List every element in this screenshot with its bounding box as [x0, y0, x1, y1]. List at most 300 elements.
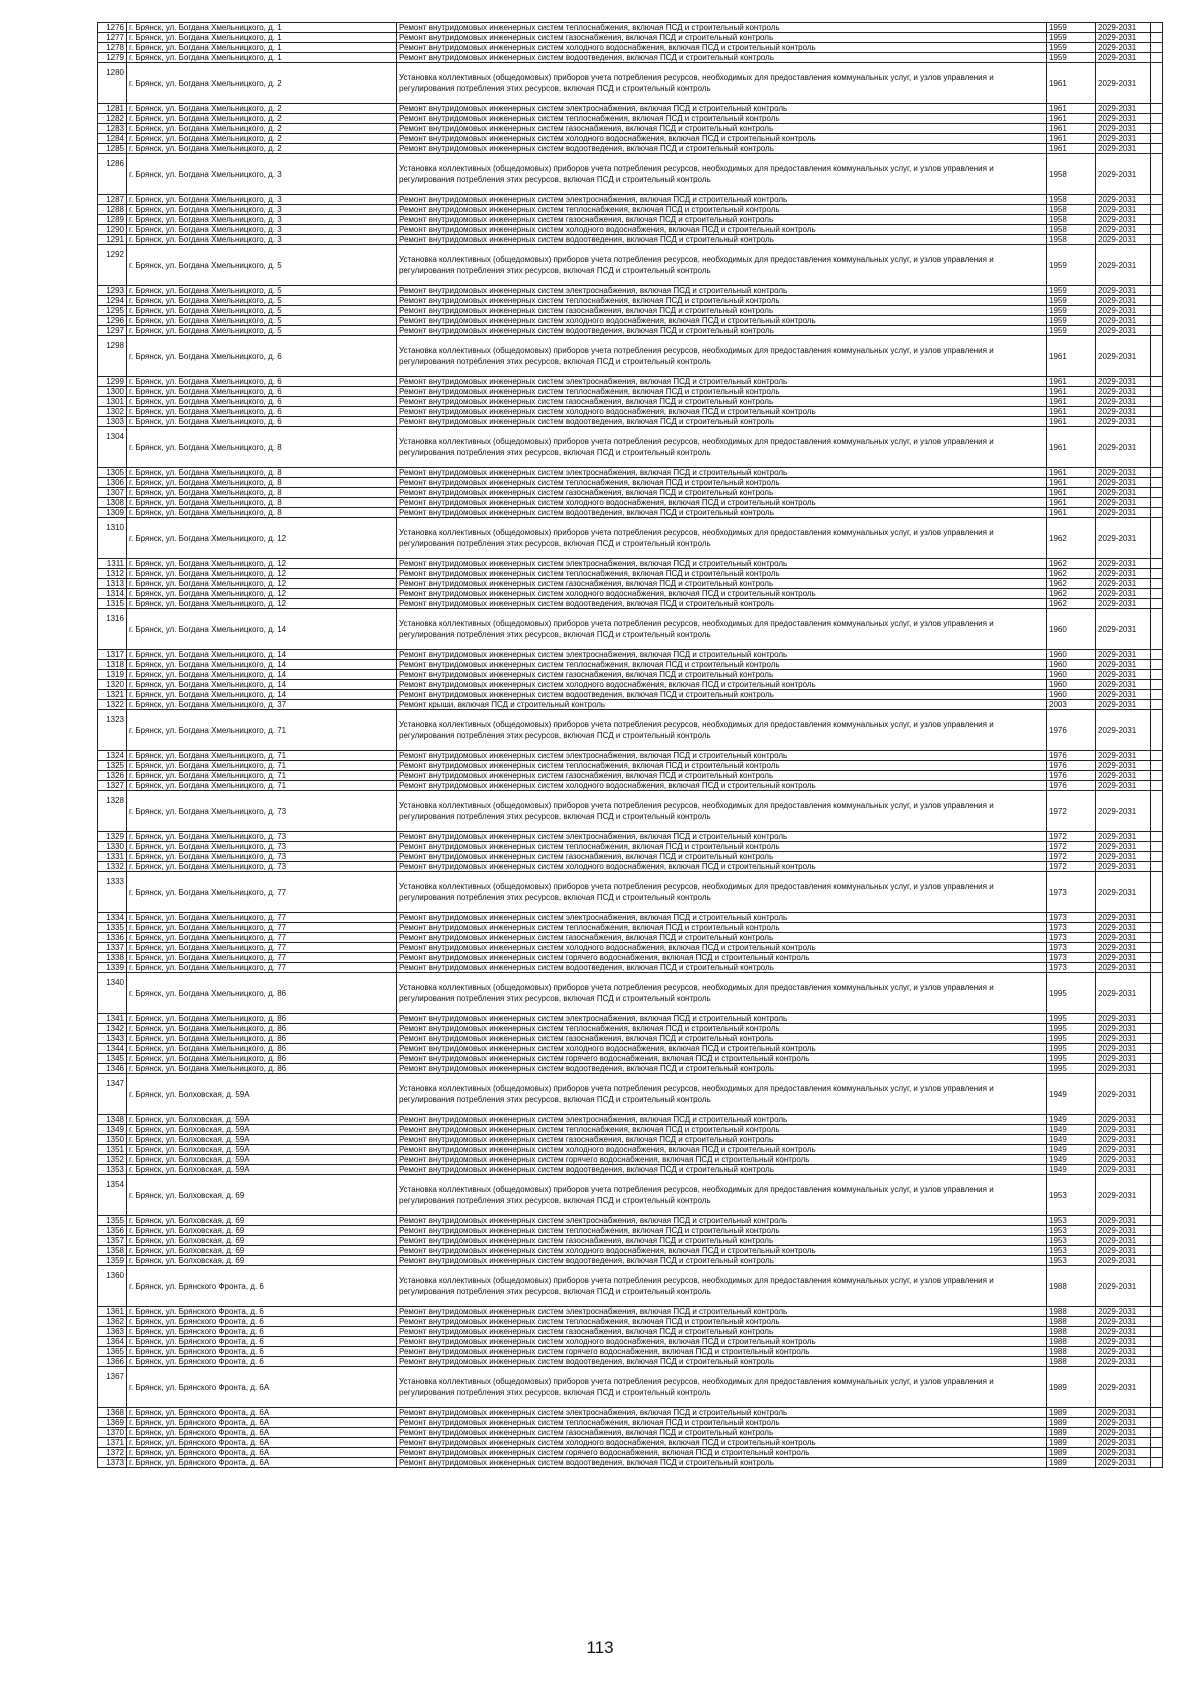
repair-period-cell: 2029-2031 — [1096, 1054, 1151, 1064]
row-number-cell: 1313 — [98, 579, 127, 589]
empty-cell — [1151, 599, 1163, 609]
build-year-cell: 1958 — [1047, 225, 1096, 235]
address-cell: г. Брянск, ул. Болховская, д. 59А — [127, 1125, 397, 1135]
build-year-cell: 1962 — [1047, 569, 1096, 579]
address-cell: г. Брянск, ул. Богдана Хмельницкого, д. 14 — [127, 660, 397, 670]
address-cell: г. Брянск, ул. Болховская, д. 59А — [127, 1135, 397, 1145]
row-number-cell: 1301 — [98, 397, 127, 407]
repair-period-cell: 2029-2031 — [1096, 862, 1151, 872]
work-type-cell: Ремонт внутридомовых инженерных систем холодного водоснабжения, включая ПСД и строительный контроль — [397, 943, 1047, 953]
empty-cell — [1151, 1266, 1163, 1307]
build-year-cell: 1989 — [1047, 1448, 1096, 1458]
build-year-cell: 1959 — [1047, 316, 1096, 326]
address-cell: г. Брянск, ул. Богдана Хмельницкого, д. 12 — [127, 599, 397, 609]
empty-cell — [1151, 478, 1163, 488]
work-type-cell: Ремонт внутридомовых инженерных систем холодного водоснабжения, включая ПСД и строительный контроль — [397, 862, 1047, 872]
build-year-cell: 1976 — [1047, 751, 1096, 761]
address-cell: г. Брянск, ул. Богдана Хмельницкого, д. 86 — [127, 1014, 397, 1024]
work-type-cell: Ремонт внутридомовых инженерных систем газоснабжения, включая ПСД и строительный контроль — [397, 1135, 1047, 1145]
table-row — [98, 286, 1163, 296]
address-cell: г. Брянск, ул. Болховская, д. 59А — [127, 1155, 397, 1165]
empty-cell — [1151, 326, 1163, 336]
table-row — [98, 761, 1163, 771]
repair-period-cell: 2029-2031 — [1096, 1236, 1151, 1246]
table-row — [98, 1347, 1163, 1357]
build-year-cell: 1989 — [1047, 1438, 1096, 1448]
table-row — [98, 316, 1163, 326]
empty-cell — [1151, 498, 1163, 508]
repair-schedule-table — [97, 22, 1163, 1468]
address-cell: г. Брянск, ул. Богдана Хмельницкого, д. 3 — [127, 215, 397, 225]
address-cell: г. Брянск, ул. Богдана Хмельницкого, д. 71 — [127, 761, 397, 771]
work-type-cell: Ремонт внутридомовых инженерных систем водоотведения, включая ПСД и строительный контроль — [397, 599, 1047, 609]
row-number-cell: 1348 — [98, 1115, 127, 1125]
table-row — [98, 680, 1163, 690]
table-row — [98, 1357, 1163, 1367]
row-number-cell: 1335 — [98, 923, 127, 933]
row-number-cell: 1368 — [98, 1408, 127, 1418]
table-row — [98, 1054, 1163, 1064]
repair-period-cell: 2029-2031 — [1096, 195, 1151, 205]
row-number-cell: 1305 — [98, 468, 127, 478]
work-type-cell: Ремонт внутридомовых инженерных систем теплоснабжения, включая ПСД и строительный контроль — [397, 387, 1047, 397]
empty-cell — [1151, 781, 1163, 791]
row-number-cell: 1306 — [98, 478, 127, 488]
repair-period-cell: 2029-2031 — [1096, 710, 1151, 751]
repair-period-cell: 2029-2031 — [1096, 852, 1151, 862]
row-number-cell: 1308 — [98, 498, 127, 508]
table-row — [98, 660, 1163, 670]
repair-period-cell: 2029-2031 — [1096, 1408, 1151, 1418]
repair-period-cell: 2029-2031 — [1096, 1428, 1151, 1438]
table-row — [98, 923, 1163, 933]
table-row — [98, 963, 1163, 973]
empty-cell — [1151, 316, 1163, 326]
empty-cell — [1151, 508, 1163, 518]
row-number-cell: 1276 — [98, 23, 127, 33]
empty-cell — [1151, 43, 1163, 53]
table-row — [98, 1145, 1163, 1155]
table-row — [98, 1125, 1163, 1135]
empty-cell — [1151, 23, 1163, 33]
empty-cell — [1151, 1357, 1163, 1367]
address-cell: г. Брянск, ул. Богдана Хмельницкого, д. 6 — [127, 387, 397, 397]
repair-period-cell: 2029-2031 — [1096, 326, 1151, 336]
empty-cell — [1151, 559, 1163, 569]
repair-schedule-body — [98, 23, 1163, 1468]
repair-period-cell: 2029-2031 — [1096, 387, 1151, 397]
work-type-cell: Ремонт внутридомовых инженерных систем водоотведения, включая ПСД и строительный контроль — [397, 53, 1047, 63]
empty-cell — [1151, 124, 1163, 134]
table-row — [98, 670, 1163, 680]
repair-period-cell: 2029-2031 — [1096, 43, 1151, 53]
address-cell: г. Брянск, ул. Богдана Хмельницкого, д. 86 — [127, 1054, 397, 1064]
row-number-cell: 1360 — [98, 1266, 127, 1307]
row-number-cell: 1322 — [98, 700, 127, 710]
empty-cell — [1151, 1034, 1163, 1044]
work-type-cell: Ремонт внутридомовых инженерных систем электроснабжения, включая ПСД и строительный контроль — [397, 650, 1047, 660]
empty-cell — [1151, 579, 1163, 589]
repair-period-cell: 2029-2031 — [1096, 913, 1151, 923]
table-row — [98, 1327, 1163, 1337]
empty-cell — [1151, 387, 1163, 397]
empty-cell — [1151, 872, 1163, 913]
build-year-cell: 1953 — [1047, 1246, 1096, 1256]
build-year-cell: 1976 — [1047, 781, 1096, 791]
work-type-cell: Ремонт внутридомовых инженерных систем водоотведения, включая ПСД и строительный контроль — [397, 144, 1047, 154]
repair-period-cell: 2029-2031 — [1096, 1347, 1151, 1357]
address-cell: г. Брянск, ул. Богдана Хмельницкого, д. 71 — [127, 771, 397, 781]
work-type-cell: Установка коллективных (общедомовых) приборов учета потребления ресурсов, необходимых для предоставления коммунальных услуг, и узлов управления и регулирования потребления этих ресурсов, включая ПСД и строительный контроль — [397, 1074, 1047, 1115]
table-row — [98, 417, 1163, 427]
empty-cell — [1151, 791, 1163, 832]
table-row — [98, 973, 1163, 1014]
table-row — [98, 1115, 1163, 1125]
address-cell: г. Брянск, ул. Брянского Фронта, д. 6 — [127, 1327, 397, 1337]
table-row — [98, 1064, 1163, 1074]
build-year-cell: 1953 — [1047, 1236, 1096, 1246]
table-row — [98, 1034, 1163, 1044]
build-year-cell: 1962 — [1047, 589, 1096, 599]
row-number-cell: 1282 — [98, 114, 127, 124]
row-number-cell: 1291 — [98, 235, 127, 245]
table-row — [98, 1367, 1163, 1408]
build-year-cell: 1973 — [1047, 943, 1096, 953]
row-number-cell: 1369 — [98, 1418, 127, 1428]
address-cell: г. Брянск, ул. Болховская, д. 69 — [127, 1175, 397, 1216]
empty-cell — [1151, 225, 1163, 235]
work-type-cell: Ремонт внутридомовых инженерных систем теплоснабжения, включая ПСД и строительный контроль — [397, 1125, 1047, 1135]
work-type-cell: Ремонт внутридомовых инженерных систем теплоснабжения, включая ПСД и строительный контроль — [397, 761, 1047, 771]
empty-cell — [1151, 953, 1163, 963]
row-number-cell: 1372 — [98, 1448, 127, 1458]
empty-cell — [1151, 154, 1163, 195]
empty-cell — [1151, 407, 1163, 417]
build-year-cell: 1972 — [1047, 832, 1096, 842]
build-year-cell: 1976 — [1047, 710, 1096, 751]
work-type-cell: Ремонт внутридомовых инженерных систем электроснабжения, включая ПСД и строительный контроль — [397, 1307, 1047, 1317]
work-type-cell: Ремонт внутридомовых инженерных систем теплоснабжения, включая ПСД и строительный контроль — [397, 296, 1047, 306]
table-row — [98, 559, 1163, 569]
build-year-cell: 1958 — [1047, 215, 1096, 225]
work-type-cell: Ремонт внутридомовых инженерных систем водоотведения, включая ПСД и строительный контроль — [397, 963, 1047, 973]
address-cell: г. Брянск, ул. Богдана Хмельницкого, д. 1 — [127, 53, 397, 63]
work-type-cell: Ремонт внутридомовых инженерных систем электроснабжения, включая ПСД и строительный контроль — [397, 832, 1047, 842]
empty-cell — [1151, 1044, 1163, 1054]
repair-period-cell: 2029-2031 — [1096, 468, 1151, 478]
empty-cell — [1151, 144, 1163, 154]
row-number-cell: 1289 — [98, 215, 127, 225]
work-type-cell: Ремонт внутридомовых инженерных систем электроснабжения, включая ПСД и строительный контроль — [397, 1014, 1047, 1024]
build-year-cell: 1958 — [1047, 205, 1096, 215]
repair-period-cell: 2029-2031 — [1096, 114, 1151, 124]
build-year-cell: 1960 — [1047, 690, 1096, 700]
repair-period-cell: 2029-2031 — [1096, 124, 1151, 134]
empty-cell — [1151, 417, 1163, 427]
table-row — [98, 1418, 1163, 1428]
table-row — [98, 690, 1163, 700]
build-year-cell: 1959 — [1047, 296, 1096, 306]
work-type-cell: Ремонт внутридомовых инженерных систем электроснабжения, включая ПСД и строительный контроль — [397, 751, 1047, 761]
row-number-cell: 1333 — [98, 872, 127, 913]
address-cell: г. Брянск, ул. Богдана Хмельницкого, д. 5 — [127, 286, 397, 296]
address-cell: г. Брянск, ул. Брянского Фронта, д. 6А — [127, 1448, 397, 1458]
build-year-cell: 1973 — [1047, 923, 1096, 933]
repair-period-cell: 2029-2031 — [1096, 660, 1151, 670]
work-type-cell: Ремонт внутридомовых инженерных систем теплоснабжения, включая ПСД и строительный контроль — [397, 1024, 1047, 1034]
empty-cell — [1151, 1074, 1163, 1115]
table-row — [98, 700, 1163, 710]
row-number-cell: 1279 — [98, 53, 127, 63]
empty-cell — [1151, 1155, 1163, 1165]
row-number-cell: 1337 — [98, 943, 127, 953]
build-year-cell: 1961 — [1047, 488, 1096, 498]
build-year-cell: 1961 — [1047, 478, 1096, 488]
work-type-cell: Ремонт внутридомовых инженерных систем электроснабжения, включая ПСД и строительный контроль — [397, 195, 1047, 205]
repair-period-cell: 2029-2031 — [1096, 609, 1151, 650]
table-row — [98, 1307, 1163, 1317]
repair-period-cell: 2029-2031 — [1096, 589, 1151, 599]
row-number-cell: 1288 — [98, 205, 127, 215]
address-cell: г. Брянск, ул. Болховская, д. 69 — [127, 1236, 397, 1246]
repair-period-cell: 2029-2031 — [1096, 23, 1151, 33]
empty-cell — [1151, 1145, 1163, 1155]
work-type-cell: Установка коллективных (общедомовых) приборов учета потребления ресурсов, необходимых для предоставления коммунальных услуг, и узлов управления и регулирования потребления этих ресурсов, включая ПСД и строительный контроль — [397, 245, 1047, 286]
empty-cell — [1151, 336, 1163, 377]
repair-period-cell: 2029-2031 — [1096, 1327, 1151, 1337]
work-type-cell: Ремонт внутридомовых инженерных систем водоотведения, включая ПСД и строительный контроль — [397, 1458, 1047, 1468]
build-year-cell: 1989 — [1047, 1418, 1096, 1428]
table-row — [98, 933, 1163, 943]
row-number-cell: 1338 — [98, 953, 127, 963]
row-number-cell: 1361 — [98, 1307, 127, 1317]
work-type-cell: Ремонт внутридомовых инженерных систем холодного водоснабжения, включая ПСД и строительный контроль — [397, 225, 1047, 235]
empty-cell — [1151, 205, 1163, 215]
repair-period-cell: 2029-2031 — [1096, 761, 1151, 771]
row-number-cell: 1336 — [98, 933, 127, 943]
empty-cell — [1151, 1337, 1163, 1347]
work-type-cell: Ремонт внутридомовых инженерных систем газоснабжения, включая ПСД и строительный контроль — [397, 579, 1047, 589]
build-year-cell: 1995 — [1047, 1044, 1096, 1054]
repair-period-cell: 2029-2031 — [1096, 1165, 1151, 1175]
table-row — [98, 377, 1163, 387]
build-year-cell: 1973 — [1047, 953, 1096, 963]
table-row — [98, 518, 1163, 559]
build-year-cell: 1988 — [1047, 1266, 1096, 1307]
repair-period-cell: 2029-2031 — [1096, 1125, 1151, 1135]
repair-period-cell: 2029-2031 — [1096, 1458, 1151, 1468]
row-number-cell: 1329 — [98, 832, 127, 842]
work-type-cell: Установка коллективных (общедомовых) приборов учета потребления ресурсов, необходимых для предоставления коммунальных услуг, и узлов управления и регулирования потребления этих ресурсов, включая ПСД и строительный контроль — [397, 710, 1047, 751]
address-cell: г. Брянск, ул. Болховская, д. 59А — [127, 1145, 397, 1155]
build-year-cell: 1988 — [1047, 1337, 1096, 1347]
address-cell: г. Брянск, ул. Богдана Хмельницкого, д. 8 — [127, 468, 397, 478]
address-cell: г. Брянск, ул. Богдана Хмельницкого, д. 5 — [127, 326, 397, 336]
build-year-cell: 1959 — [1047, 53, 1096, 63]
build-year-cell: 1995 — [1047, 1054, 1096, 1064]
empty-cell — [1151, 1236, 1163, 1246]
page-number: 113 — [586, 1638, 614, 1657]
table-row — [98, 609, 1163, 650]
build-year-cell: 1960 — [1047, 670, 1096, 680]
table-row — [98, 1236, 1163, 1246]
address-cell: г. Брянск, ул. Брянского Фронта, д. 6А — [127, 1367, 397, 1408]
work-type-cell: Ремонт внутридомовых инженерных систем водоотведения, включая ПСД и строительный контроль — [397, 326, 1047, 336]
empty-cell — [1151, 134, 1163, 144]
repair-period-cell: 2029-2031 — [1096, 417, 1151, 427]
address-cell: г. Брянск, ул. Богдана Хмельницкого, д. 73 — [127, 862, 397, 872]
address-cell: г. Брянск, ул. Брянского Фронта, д. 6 — [127, 1347, 397, 1357]
empty-cell — [1151, 751, 1163, 761]
repair-period-cell: 2029-2031 — [1096, 488, 1151, 498]
empty-cell — [1151, 852, 1163, 862]
empty-cell — [1151, 427, 1163, 468]
work-type-cell: Ремонт внутридомовых инженерных систем холодного водоснабжения, включая ПСД и строительный контроль — [397, 1246, 1047, 1256]
empty-cell — [1151, 377, 1163, 387]
work-type-cell: Ремонт крыши, включая ПСД и строительный контроль — [397, 700, 1047, 710]
address-cell: г. Брянск, ул. Богдана Хмельницкого, д. 77 — [127, 943, 397, 953]
row-number-cell: 1317 — [98, 650, 127, 660]
work-type-cell: Установка коллективных (общедомовых) приборов учета потребления ресурсов, необходимых для предоставления коммунальных услуг, и узлов управления и регулирования потребления этих ресурсов, включая ПСД и строительный контроль — [397, 973, 1047, 1014]
address-cell: г. Брянск, ул. Богдана Хмельницкого, д. 77 — [127, 933, 397, 943]
repair-period-cell: 2029-2031 — [1096, 1135, 1151, 1145]
empty-cell — [1151, 1064, 1163, 1074]
repair-period-cell: 2029-2031 — [1096, 579, 1151, 589]
address-cell: г. Брянск, ул. Брянского Фронта, д. 6 — [127, 1357, 397, 1367]
work-type-cell: Ремонт внутридомовых инженерных систем газоснабжения, включая ПСД и строительный контроль — [397, 933, 1047, 943]
empty-cell — [1151, 397, 1163, 407]
build-year-cell: 1961 — [1047, 397, 1096, 407]
empty-cell — [1151, 862, 1163, 872]
table-row — [98, 468, 1163, 478]
row-number-cell: 1334 — [98, 913, 127, 923]
table-row — [98, 953, 1163, 963]
table-row — [98, 1074, 1163, 1115]
address-cell: г. Брянск, ул. Богдана Хмельницкого, д. 73 — [127, 791, 397, 832]
empty-cell — [1151, 468, 1163, 478]
table-row — [98, 832, 1163, 842]
row-number-cell: 1319 — [98, 670, 127, 680]
work-type-cell: Ремонт внутридомовых инженерных систем газоснабжения, включая ПСД и строительный контроль — [397, 1034, 1047, 1044]
table-row — [98, 1155, 1163, 1165]
work-type-cell: Ремонт внутридомовых инженерных систем электроснабжения, включая ПСД и строительный контроль — [397, 468, 1047, 478]
table-row — [98, 1438, 1163, 1448]
address-cell: г. Брянск, ул. Брянского Фронта, д. 6А — [127, 1428, 397, 1438]
work-type-cell: Установка коллективных (общедомовых) приборов учета потребления ресурсов, необходимых для предоставления коммунальных услуг, и узлов управления и регулирования потребления этих ресурсов, включая ПСД и строительный контроль — [397, 791, 1047, 832]
table-row — [98, 1317, 1163, 1327]
address-cell: г. Брянск, ул. Богдана Хмельницкого, д. 5 — [127, 306, 397, 316]
table-row — [98, 569, 1163, 579]
address-cell: г. Брянск, ул. Богдана Хмельницкого, д. 71 — [127, 751, 397, 761]
work-type-cell: Установка коллективных (общедомовых) приборов учета потребления ресурсов, необходимых для предоставления коммунальных услуг, и узлов управления и регулирования потребления этих ресурсов, включая ПСД и строительный контроль — [397, 63, 1047, 104]
work-type-cell: Ремонт внутридомовых инженерных систем теплоснабжения, включая ПСД и строительный контроль — [397, 114, 1047, 124]
repair-period-cell: 2029-2031 — [1096, 1216, 1151, 1226]
table-row — [98, 63, 1163, 104]
row-number-cell: 1343 — [98, 1034, 127, 1044]
empty-cell — [1151, 1216, 1163, 1226]
row-number-cell: 1344 — [98, 1044, 127, 1054]
repair-period-cell: 2029-2031 — [1096, 508, 1151, 518]
row-number-cell: 1280 — [98, 63, 127, 104]
empty-cell — [1151, 771, 1163, 781]
build-year-cell: 1961 — [1047, 63, 1096, 104]
work-type-cell: Ремонт внутридомовых инженерных систем газоснабжения, включая ПСД и строительный контроль — [397, 1236, 1047, 1246]
build-year-cell: 1961 — [1047, 336, 1096, 377]
build-year-cell: 1949 — [1047, 1155, 1096, 1165]
address-cell: г. Брянск, ул. Богдана Хмельницкого, д. 86 — [127, 1044, 397, 1054]
row-number-cell: 1354 — [98, 1175, 127, 1216]
table-row — [98, 1044, 1163, 1054]
build-year-cell: 2003 — [1047, 700, 1096, 710]
empty-cell — [1151, 842, 1163, 852]
row-number-cell: 1357 — [98, 1236, 127, 1246]
build-year-cell: 1976 — [1047, 761, 1096, 771]
build-year-cell: 1976 — [1047, 771, 1096, 781]
empty-cell — [1151, 913, 1163, 923]
build-year-cell: 1988 — [1047, 1347, 1096, 1357]
address-cell: г. Брянск, ул. Брянского Фронта, д. 6А — [127, 1458, 397, 1468]
empty-cell — [1151, 1256, 1163, 1266]
row-number-cell: 1277 — [98, 33, 127, 43]
work-type-cell: Ремонт внутридомовых инженерных систем водоотведения, включая ПСД и строительный контроль — [397, 690, 1047, 700]
row-number-cell: 1373 — [98, 1458, 127, 1468]
repair-period-cell: 2029-2031 — [1096, 336, 1151, 377]
address-cell: г. Брянск, ул. Богдана Хмельницкого, д. 2 — [127, 144, 397, 154]
row-number-cell: 1363 — [98, 1327, 127, 1337]
row-number-cell: 1358 — [98, 1246, 127, 1256]
empty-cell — [1151, 1418, 1163, 1428]
build-year-cell: 1995 — [1047, 1014, 1096, 1024]
table-row — [98, 215, 1163, 225]
address-cell: г. Брянск, ул. Богдана Хмельницкого, д. 8 — [127, 498, 397, 508]
row-number-cell: 1283 — [98, 124, 127, 134]
row-number-cell: 1298 — [98, 336, 127, 377]
work-type-cell: Ремонт внутридомовых инженерных систем водоотведения, включая ПСД и строительный контроль — [397, 508, 1047, 518]
build-year-cell: 1989 — [1047, 1408, 1096, 1418]
empty-cell — [1151, 1428, 1163, 1438]
work-type-cell: Ремонт внутридомовых инженерных систем газоснабжения, включая ПСД и строительный контроль — [397, 124, 1047, 134]
repair-period-cell: 2029-2031 — [1096, 1014, 1151, 1024]
row-number-cell: 1300 — [98, 387, 127, 397]
work-type-cell: Ремонт внутридомовых инженерных систем холодного водоснабжения, включая ПСД и строительный контроль — [397, 781, 1047, 791]
repair-period-cell: 2029-2031 — [1096, 1226, 1151, 1236]
work-type-cell: Ремонт внутридомовых инженерных систем холодного водоснабжения, включая ПСД и строительный контроль — [397, 498, 1047, 508]
work-type-cell: Ремонт внутридомовых инженерных систем теплоснабжения, включая ПСД и строительный контроль — [397, 23, 1047, 33]
work-type-cell: Ремонт внутридомовых инженерных систем теплоснабжения, включая ПСД и строительный контроль — [397, 660, 1047, 670]
work-type-cell: Ремонт внутридомовых инженерных систем газоснабжения, включая ПСД и строительный контроль — [397, 397, 1047, 407]
address-cell: г. Брянск, ул. Болховская, д. 59А — [127, 1165, 397, 1175]
empty-cell — [1151, 518, 1163, 559]
empty-cell — [1151, 1448, 1163, 1458]
address-cell: г. Брянск, ул. Болховская, д. 69 — [127, 1256, 397, 1266]
build-year-cell: 1959 — [1047, 33, 1096, 43]
empty-cell — [1151, 1327, 1163, 1337]
table-row — [98, 235, 1163, 245]
row-number-cell: 1296 — [98, 316, 127, 326]
row-number-cell: 1364 — [98, 1337, 127, 1347]
build-year-cell: 1961 — [1047, 114, 1096, 124]
repair-period-cell: 2029-2031 — [1096, 296, 1151, 306]
row-number-cell: 1346 — [98, 1064, 127, 1074]
empty-cell — [1151, 1115, 1163, 1125]
row-number-cell: 1316 — [98, 609, 127, 650]
empty-cell — [1151, 670, 1163, 680]
empty-cell — [1151, 104, 1163, 114]
empty-cell — [1151, 1175, 1163, 1216]
work-type-cell: Установка коллективных (общедомовых) приборов учета потребления ресурсов, необходимых для предоставления коммунальных услуг, и узлов управления и регулирования потребления этих ресурсов, включая ПСД и строительный контроль — [397, 427, 1047, 468]
address-cell: г. Брянск, ул. Богдана Хмельницкого, д. 6 — [127, 407, 397, 417]
table-row — [98, 751, 1163, 761]
